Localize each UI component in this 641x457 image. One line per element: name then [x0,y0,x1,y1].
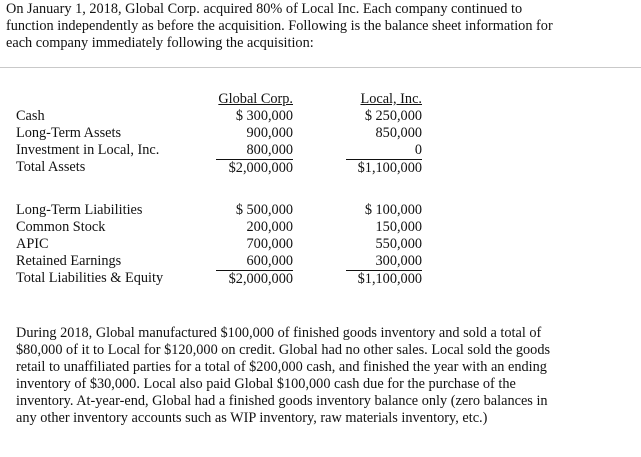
global-long-term-assets-value: 900,000 [246,125,293,141]
label-cash: Cash [16,108,45,124]
global-cash-value: $ 300,000 [235,108,293,124]
global-investment-value: 800,000 [216,142,293,160]
local-long-term-liabilities-value: $ 100,000 [364,202,422,218]
paragraph-line: any other inventory accounts such as WIP inventory, raw materials inventory, etc.) [16,410,488,426]
label-long-term-assets: Long-Term Assets [16,125,122,141]
label-apic: APIC [16,236,49,252]
paragraph-line: inventory of $30,000. Local also paid Global $100,000 cash due for the purchase of the [16,376,516,392]
local-common-stock-value: 150,000 [375,219,422,235]
asset-labels [16,108,159,176]
local-investment-value: 0 [346,142,422,160]
label-common-stock: Common Stock [16,219,106,235]
label-total-liabilities-equity: Total Liabilities & Equity [16,270,164,286]
label-total-assets: Total Assets [16,159,86,175]
global-retained-earnings-value: 600,000 [216,253,293,271]
local-cash-value: $ 250,000 [364,108,422,124]
global-long-term-liabilities-value: $ 500,000 [235,202,293,218]
liability-labels [16,202,163,287]
local-liabilities-column [346,202,422,288]
local-apic-value: 550,000 [375,236,422,252]
global-common-stock-value: 200,000 [246,219,293,235]
label-long-term-liabilities: Long-Term Liabilities [16,202,143,218]
paragraph-line: inventory. At-year-end, Global had a finished goods inventory balance only (zero balances in [16,393,548,409]
paragraph-line: During 2018, Global manufactured $100,000 of finished goods inventory and sold a total of [16,325,542,341]
global-assets-column [216,91,293,177]
global-total-liabilities-equity-value: $2,000,000 [228,271,293,287]
intro-line: function independently as before the acquisition. Following is the balance sheet information for [6,18,553,34]
local-total-assets-value: $1,100,000 [357,160,422,176]
local-long-term-assets-value: 850,000 [375,125,422,141]
paragraph-line: retail to unaffiliated parties for a total of $200,000 cash, and finished the year with an ending [16,359,547,375]
label-retained-earnings: Retained Earnings [16,253,122,269]
local-assets-column [346,91,422,177]
intro-line: each company immediately following the acquisition: [6,35,314,51]
description-paragraph [16,325,550,427]
paragraph-line: $80,000 of it to Local for $120,000 on credit. Global had no other sales. Local sold the goods [16,342,551,358]
divider [0,67,641,68]
global-apic-value: 700,000 [246,236,293,252]
global-liabilities-column [216,202,293,288]
local-total-liabilities-equity-value: $1,100,000 [357,271,422,287]
local-retained-earnings-value: 300,000 [346,253,422,271]
label-investment-in-local: Investment in Local, Inc. [16,142,160,158]
intro-paragraph [6,1,638,52]
global-corp-header: Global Corp. [218,91,293,107]
global-total-assets-value: $2,000,000 [228,160,293,176]
local-inc-header: Local, Inc. [360,91,422,107]
intro-line: On January 1, 2018, Global Corp. acquired 80% of Local Inc. Each company continued to [6,1,523,17]
